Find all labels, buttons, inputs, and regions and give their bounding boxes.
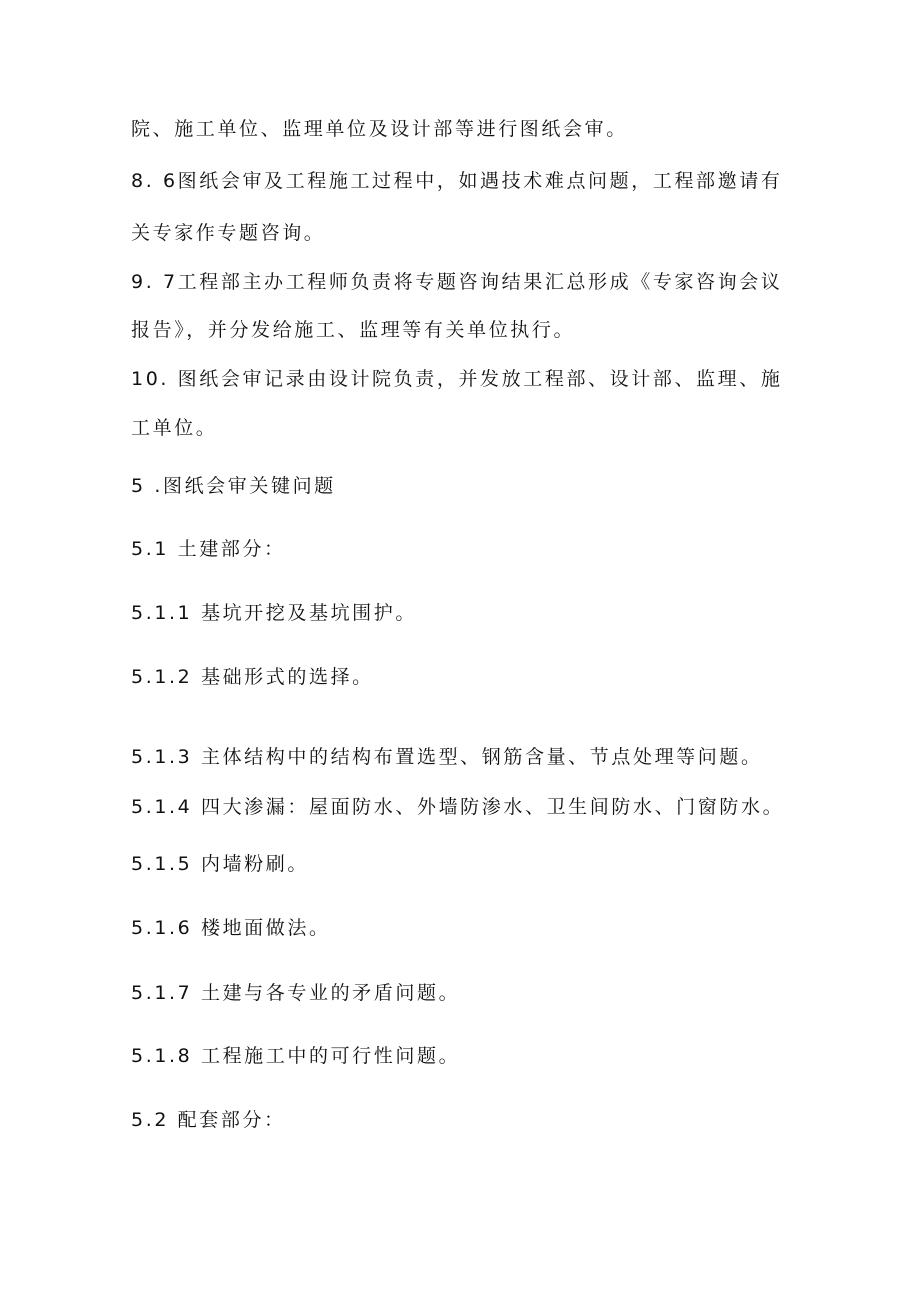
section-heading: 5 .图纸会审关键问题 bbox=[131, 475, 336, 497]
list-item: 5.1.3 主体结构中的结构布置选型、钢筋含量、节点处理等问题。 bbox=[131, 746, 763, 768]
text-line: 关专家作专题咨询。 bbox=[131, 222, 326, 244]
list-item: 5.1.6 楼地面做法。 bbox=[131, 917, 331, 939]
text-line: 8. 6图纸会审及工程施工过程中，如遇技术难点问题，工程部邀请有 bbox=[131, 170, 783, 192]
list-item: 5.1.1 基坑开挖及基坑围护。 bbox=[131, 602, 417, 624]
list-item: 5.1.7 土建与各专业的矛盾问题。 bbox=[131, 982, 461, 1004]
list-item: 5.1.4 四大渗漏：屋面防水、外墙防渗水、卫生间防水、门窗防水。 bbox=[131, 796, 785, 818]
list-item: 5.1.2 基础形式的选择。 bbox=[131, 666, 374, 688]
subsection-heading: 5.2 配套部分： bbox=[131, 1109, 286, 1131]
text-line: 院、施工单位、监理单位及设计部等进行图纸会审。 bbox=[131, 118, 628, 140]
text-line: 10. 图纸会审记录由设计院负责，并发放工程部、设计部、监理、施 bbox=[131, 368, 783, 390]
list-item: 5.1.5 内墙粉刷。 bbox=[131, 853, 309, 875]
subsection-heading: 5.1 土建部分： bbox=[131, 538, 286, 560]
text-line: 工单位。 bbox=[131, 417, 218, 439]
text-line: 报告》，并分发给施工、监理等有关单位执行。 bbox=[131, 319, 576, 341]
list-item: 5.1.8 工程施工中的可行性问题。 bbox=[131, 1045, 461, 1067]
text-line: 9. 7工程部主办工程师负责将专题咨询结果汇总形成《专家咨询会议 bbox=[131, 271, 783, 293]
